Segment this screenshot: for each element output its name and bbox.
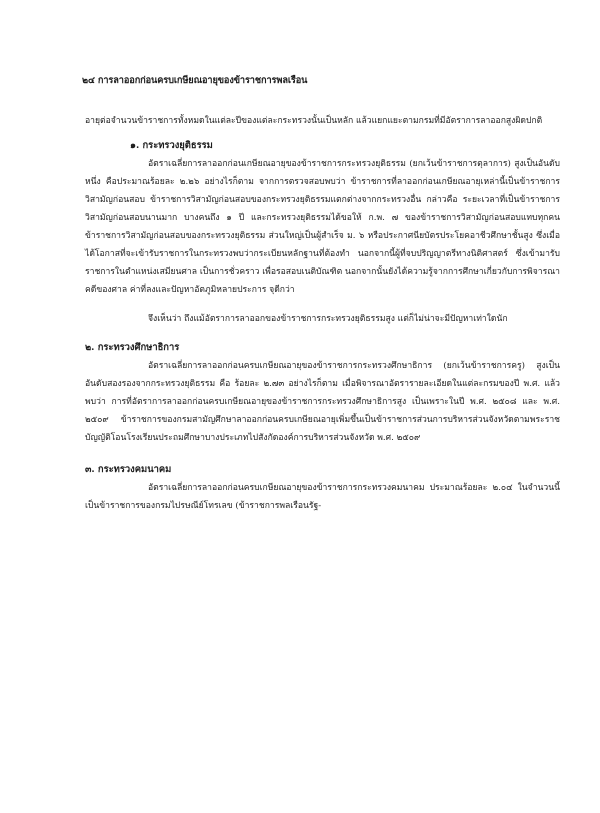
section-2-heading: ๒. กระทรวงศึกษาธิการ (85, 342, 180, 353)
section-3-heading: ๓. กระทรวงคมนาคม (85, 464, 172, 475)
section-1-heading: ๑. กระทรวงยุติธรรม (130, 140, 213, 151)
section-1-paragraph-2: จึงเห็นว่า ถึงแม้อัตราการลาออกของข้าราชการกระทรวงยุติธรรมสูง แต่ก็ไม่น่าจะมีปัญหาเท่าใดนัก (148, 314, 508, 324)
document-body (85, 112, 560, 515)
page-header: ๒๔ การลาออกก่อนครบเกษียณอายุของข้าราชการพลเรือน (82, 75, 308, 86)
intro-paragraph: อายุต่อจำนวนข้าราชการทั้งหมดในแต่ละปีของแต่ละกระทรวงนั้นเป็นหลัก แล้วแยกแยะตามกรมที่มีอัตราการลาออกสูงผิดปกติ (85, 116, 543, 126)
section-2-paragraph-1: อัตราเฉลี่ยการลาออกก่อนครบเกษียณอายุของข้าราชการกระทรวงศึกษาธิการ (ยกเว้นข้าราชการครู) สูงเป็นอันดับสองรองจากกระทรวงยุติธรรม คือ ร้อยละ ๒.๗๓ อย่างไรก็ตาม เมื่อพิจารณาอัตรารายละเอียดในแต่ละกรมของปี พ.ศ. แล้ว พบว่า การที่อัตราการลาออกก่อนครบเกษียณอายุของข้าราชการกระทรวงศึกษาธิการสูง เป็นเพราะในปี พ.ศ. ๒๕๐๘ และ พ.ศ. ๒๕๐๙ ข้าราชการของกรมสามัญศึกษาลาออกก่อนครบเกษียณอายุเพิ่มขึ้นเป็นข้าราชการส่วนการบริหารส่วนจังหวัดตามพระราชบัญญัติโอนโรงเรียนประถมศึกษาบางประเภทไปสังกัดองค์การบริหารส่วนจังหวัด พ.ศ. ๒๕๐๙ (85, 361, 560, 443)
section-3-paragraph-1: อัตราเฉลี่ยการลาออกก่อนครบเกษียณอายุของข้าราชการกระทรวงคมนาคม ประมาณร้อยละ ๒.๐๔ ในจำนวนนี้เป็นข้าราชการของกรมไปรษณีย์โทรเลข (ข้าราชการพลเรือนรัฐ- (85, 483, 560, 511)
section-1-paragraph-1: อัตราเฉลี่ยการลาออกก่อนเกษียณอายุของข้าราชการกระทรวงยุติธรรม (ยกเว้นข้าราชการตุลาการ) สูงเป็นอันดับหนึ่ง คือประมาณร้อยละ ๒.๒๖ อย่างไรก็ตาม จากการตรวจสอบพบว่า ข้าราชการที่ลาออกก่อนเกษียณอายุเหล่านี้เป็นข้าราชการวิสามัญก่อนสอบ ข้าราชการวิสามัญก่อนสอบของกระทรวงยุติธรรมแตกต่างจากกระทรวงอื่น กล่าวคือ ระยะเวลาที่เป็นข้าราชการวิสามัญก่อนสอบนานมาก บางคนถึง ๑ ปี และกระทรวงยุติธรรมได้ขอให้ ก.พ. ๗ ของข้าราชการวิสามัญก่อนสอบแทบทุกคน ข้าราชการวิสามัญก่อนสอบของกระทรวงยุติธรรม ส่วนใหญ่เป็นผู้สำเร็จ ม. ๖ หรือประกาศนียบัตรประโยคอาชีวศึกษาชั้นสูง ซึ่งเมื่อได้โอกาสที่จะเข้ารับราชการในกระทรวงพบว่ากระเบียนหลักฐานที่ต้องทำ นอกจากนี้ผู้ที่จบปริญญาตรีทางนิติศาสตร์ ซึ่งเข้ามารับราชการในตำแหน่งเสมียนศาล เป็นการชั่วคราว เพื่อรอสอบเนติบัณฑิต นอกจากนั้นยังได้ความรู้จากการศึกษาเกี่ยวกับการพิจารณาคดีของศาล ค่าที่ลงและปัญหาอัตภูมิหลายประการ จุดีกว่า (85, 159, 560, 295)
